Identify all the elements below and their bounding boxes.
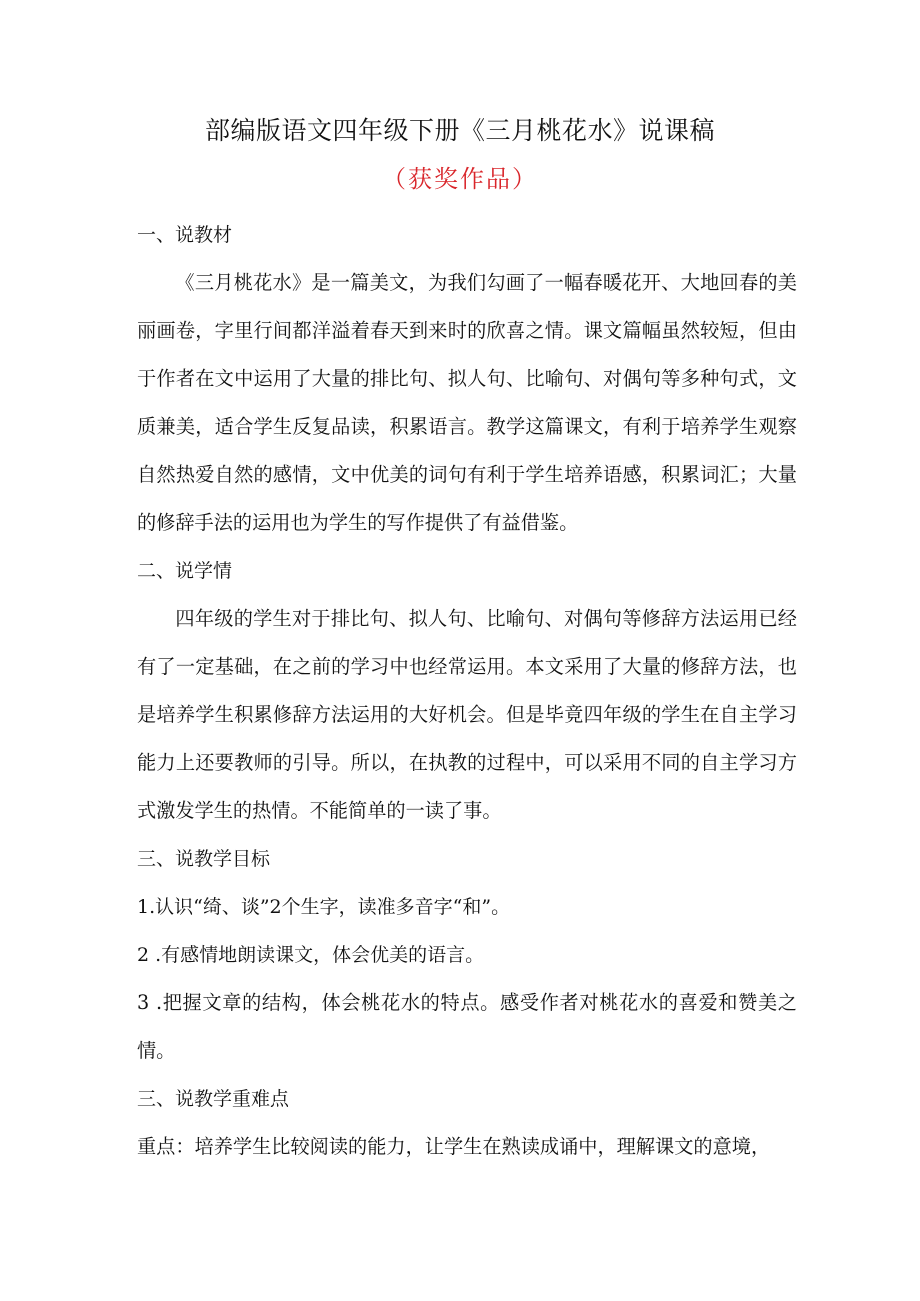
goal-item-2: 2 .有感情地朗读课文，体会优美的语言。: [137, 944, 485, 966]
document-title: 部编版语文四年级下册《三月桃花水》说课稿: [204, 116, 715, 145]
paragraph-key-points: 重点：培养学生比较阅读的能力，让学生在熟读成诵中，理解课文的意境，: [137, 1135, 771, 1158]
section-heading-key-points: 三、说教学重难点: [137, 1088, 290, 1110]
document-subtitle: （获奖作品）: [382, 165, 538, 193]
section-heading-textbook: 一、说教材: [137, 224, 233, 246]
goal-item-3: 3 .把握文章的结构，体会桃花水的特点。感受作者对桃花水的喜爱和赞美之情。: [137, 991, 797, 1062]
goal-item-1: 1.认识“绮、谈”2个生字，读准多音字“和”。: [137, 896, 511, 918]
paragraph-students: 四年级的学生对于排比句、拟人句、比喻句、对偶句等修辞方法运用已经有了一定基础，在之前的学习中也经常运用。本文采用了大量的修辞方法，也是培养学生积累修辞方法运用的大好机会。但是毕竟四年级的学生在自主学习能力上还要教师的引导。所以，在执教的过程中，可以采用不同的自主学习方式激发学生的热情。不能简单的一读了事。: [137, 607, 797, 822]
paragraph-textbook: 《三月桃花水》是一篇美文，为我们勾画了一幅春暖花开、大地回春的美丽画卷，字里行间都洋溢着春天到来时的欣喜之情。课文篇幅虽然较短，但由于作者在文中运用了大量的排比句、拟人句、比喻句、对偶句等多种句式，文质兼美，适合学生反复品读，积累语言。教学这篇课文，有利于培养学生观察自然热爱自然的感情，文中优美的词句有利于学生培养语感，积累词汇；大量的修辞手法的运用也为学生的写作提供了有益借鉴。: [137, 271, 797, 534]
document-body: [137, 211, 797, 1171]
section-heading-goals: 三、说教学目标: [137, 848, 271, 870]
section-heading-students: 二、说学情: [137, 560, 233, 582]
